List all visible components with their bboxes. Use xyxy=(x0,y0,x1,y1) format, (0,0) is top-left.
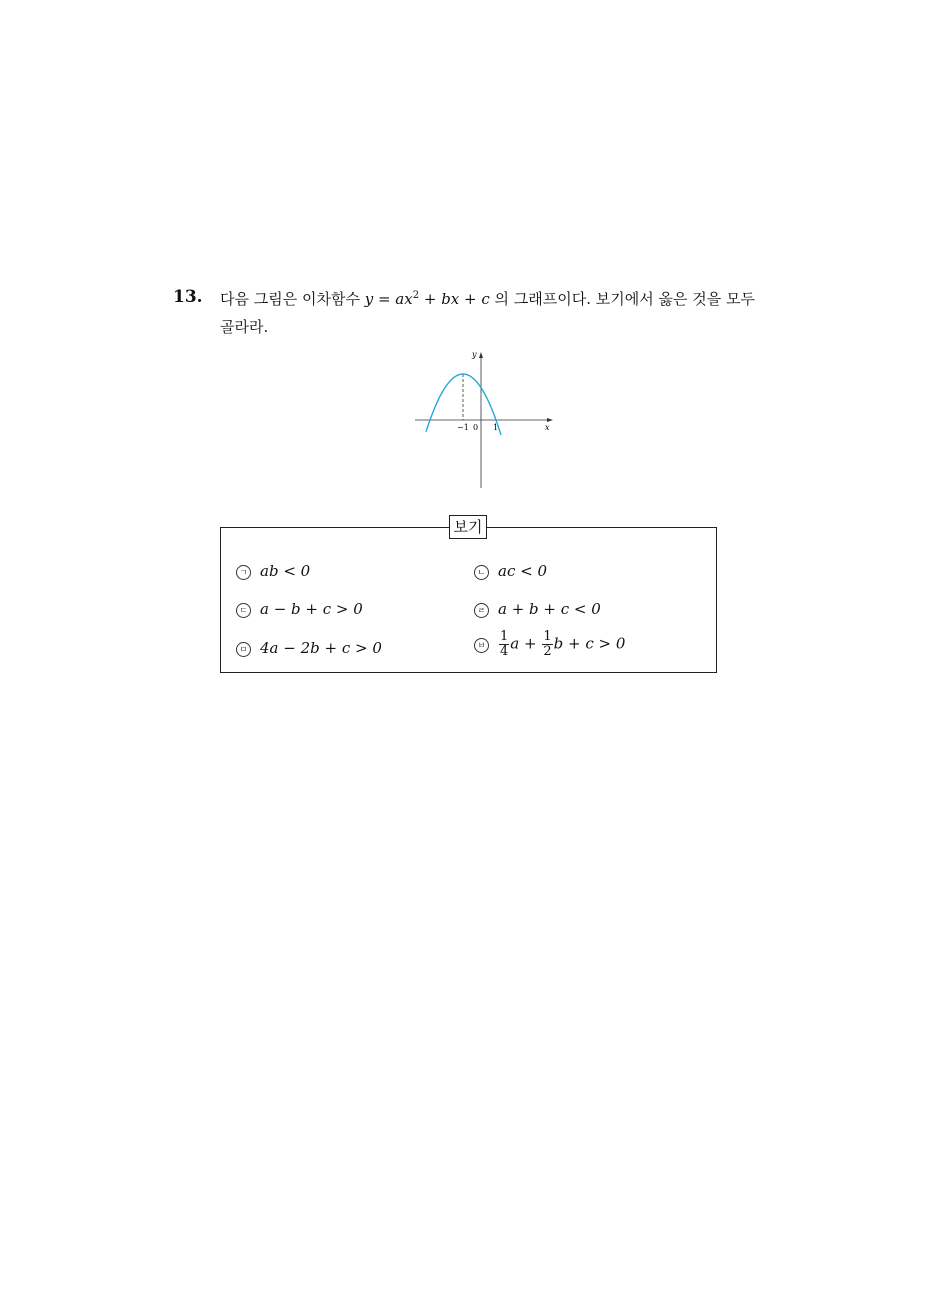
question-text-after: 의 그래프이다. 보기에서 옳은 것을 모두 xyxy=(489,290,755,308)
fraction-numerator: 1 xyxy=(543,629,552,644)
question-text xyxy=(220,288,755,309)
formula-rest: + bx + c xyxy=(419,290,490,308)
choice-expression: 4a − 2b + c > 0 xyxy=(260,639,382,657)
question-text-before: 다음 그림은 이차함수 xyxy=(220,290,365,308)
formula-y: y xyxy=(364,290,374,308)
fraction-one-half xyxy=(542,630,552,659)
choice-mark: ㅁ xyxy=(236,642,251,657)
fraction-denominator: 4 xyxy=(500,644,509,659)
fraction-one-quarter xyxy=(499,630,509,659)
parabola-graph xyxy=(410,346,560,491)
choice-expression: a − b + c > 0 xyxy=(260,600,363,618)
question-number: 13. xyxy=(173,287,203,307)
choice-expression: ac < 0 xyxy=(498,562,547,580)
choice-expression: ab < 0 xyxy=(260,562,311,580)
tick-label-neg1: −1 xyxy=(457,423,469,432)
tick-label-0: 0 xyxy=(473,423,479,432)
choice-item xyxy=(474,630,625,659)
x-axis-label: x xyxy=(545,423,550,432)
choice-expression-part: a + xyxy=(510,634,542,653)
tick-label-1: 1 xyxy=(493,423,499,432)
choice-item xyxy=(236,562,310,580)
choice-expression: a + b + c < 0 xyxy=(498,600,601,618)
x-axis-arrow xyxy=(547,418,553,422)
choice-mark: ㄹ xyxy=(474,603,489,618)
question-text-line2: 골라라. xyxy=(220,318,269,336)
fraction-numerator: 1 xyxy=(500,629,509,644)
choice-item xyxy=(236,639,382,657)
choice-mark: ㄷ xyxy=(236,603,251,618)
formula-exponent: 2 xyxy=(412,290,420,301)
formula-eq: = ax xyxy=(373,290,413,308)
choice-expression-part: b + c > 0 xyxy=(553,634,626,653)
choice-item xyxy=(236,600,363,618)
choice-mark: ㄱ xyxy=(236,565,251,580)
y-axis-arrow xyxy=(479,352,483,358)
choice-item xyxy=(474,600,601,618)
choice-mark: ㄴ xyxy=(474,565,489,580)
y-axis-label: y xyxy=(472,350,477,359)
choice-mark: ㅂ xyxy=(474,638,489,653)
choice-item xyxy=(474,562,547,580)
fraction-denominator: 2 xyxy=(543,644,552,659)
choices-box-title: 보기 xyxy=(449,515,487,539)
